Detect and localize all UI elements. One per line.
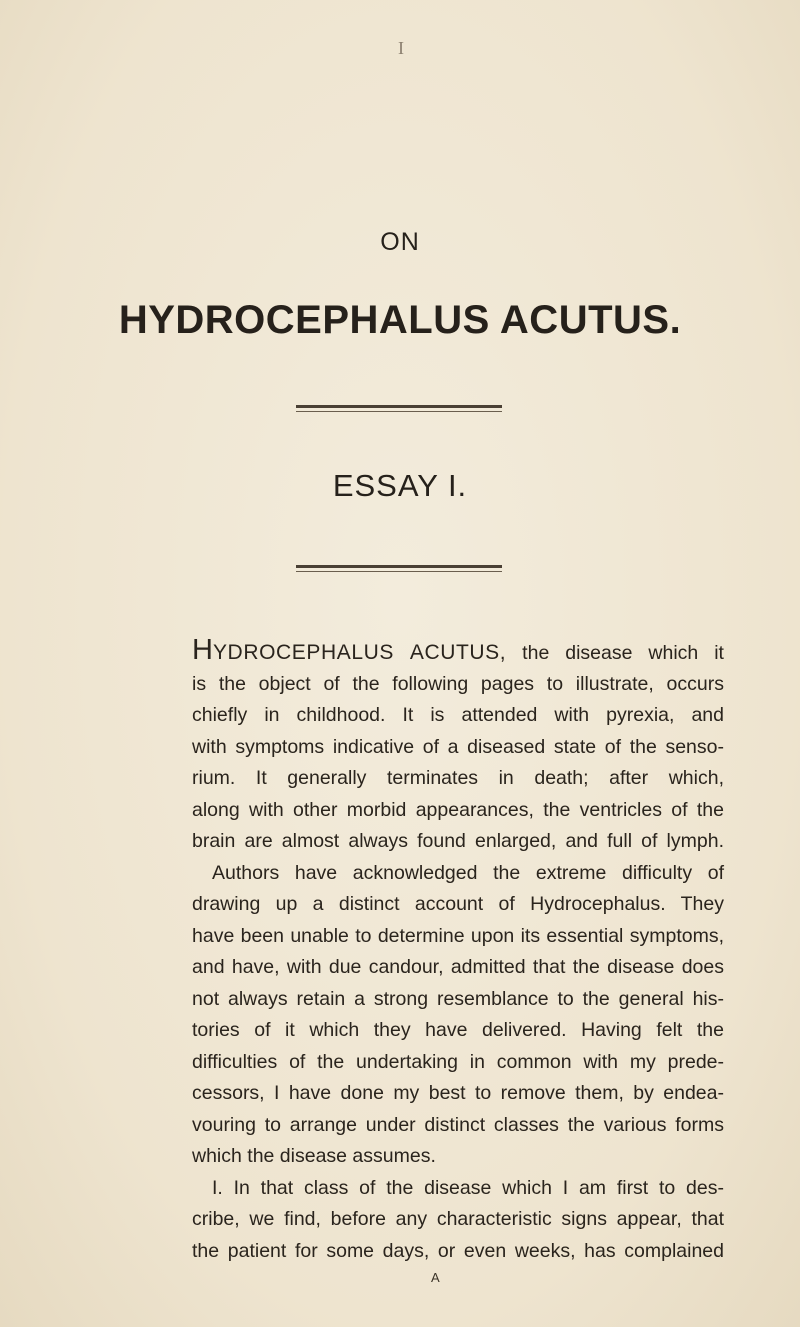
heading-on: ON bbox=[380, 228, 420, 256]
signature-mark: A bbox=[431, 1270, 440, 1285]
ornamental-rule-bottom bbox=[296, 565, 502, 568]
essay-heading: ESSAY I. bbox=[332, 468, 468, 503]
text-line: with symptoms indicative of a diseased state of the senso- bbox=[192, 735, 724, 758]
text-line: vouring to arrange under distinct classes the various forms bbox=[192, 1113, 724, 1136]
intro-rest: the disease which it bbox=[506, 642, 724, 664]
text-line: cessors, I have done my best to remove them, by endea- bbox=[192, 1082, 724, 1104]
text-line: rium. It generally terminates in death; after which, bbox=[192, 767, 724, 789]
page-title: HYDROCEPHALUS ACUTUS. bbox=[118, 298, 682, 342]
text-line: drawing up a distinct account of Hydrocephalus. They bbox=[192, 893, 724, 915]
intro-smallcaps: YDROCEPHALUS ACUTUS, bbox=[212, 641, 507, 664]
text-line: difficulties of the undertaking in common with my prede- bbox=[192, 1050, 724, 1073]
text-line: have been unable to determine upon its essential symptoms, bbox=[192, 924, 724, 947]
text-line: not always retain a strong resemblance to the general his- bbox=[192, 987, 724, 1010]
ornamental-rule-bottom-thin bbox=[296, 571, 502, 572]
page-mark: I bbox=[398, 38, 404, 58]
text-line: I. In that class of the disease which I am first to des- bbox=[212, 1176, 724, 1199]
text-line: tories of it which they have delivered. Having felt the bbox=[192, 1019, 724, 1041]
text-line: chiefly in childhood. It is attended with pyrexia, and bbox=[192, 704, 724, 726]
essay-body bbox=[192, 634, 724, 1267]
text-line: which the disease assumes. bbox=[192, 1145, 436, 1167]
text-line: is the object of the following pages to illustrate, occurs bbox=[192, 672, 724, 695]
text-line: brain are almost always found enlarged, and full of lymph. bbox=[192, 830, 724, 852]
text-line: cribe, we find, before any characteristic signs appear, that bbox=[192, 1208, 724, 1230]
text-line: Authors have acknowledged the extreme difficulty of bbox=[212, 861, 724, 884]
ornamental-rule-top-thin bbox=[296, 411, 502, 412]
text-line: the patient for some days, or even weeks, has complained bbox=[192, 1239, 724, 1262]
ornamental-rule-top bbox=[296, 405, 502, 408]
text-line-intro bbox=[192, 634, 724, 669]
text-line: and have, with due candour, admitted that the disease does bbox=[192, 956, 724, 978]
drop-cap: H bbox=[192, 634, 213, 666]
text-line: along with other morbid appearances, the ventricles of the bbox=[192, 798, 724, 821]
